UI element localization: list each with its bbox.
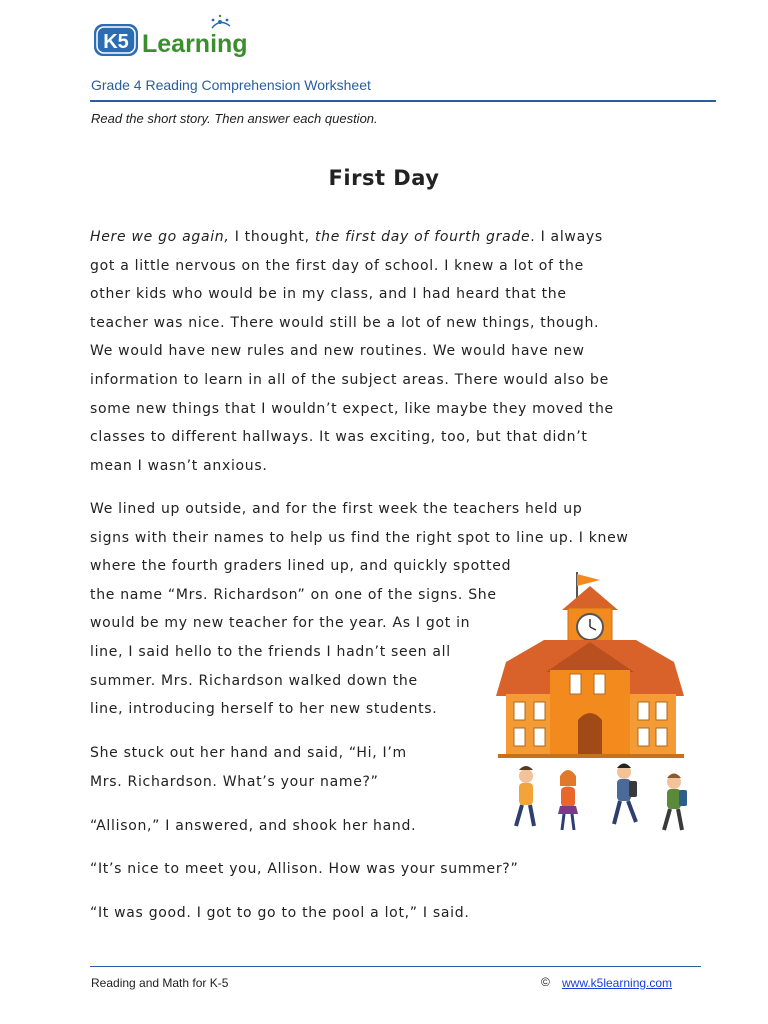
story-paragraph-4 xyxy=(90,812,416,841)
student-figure-3 xyxy=(614,764,637,825)
story-text: I thought, xyxy=(229,229,315,245)
school-door xyxy=(578,713,602,756)
logo-sparkle-icon xyxy=(212,15,230,28)
k5learning-website-link[interactable]: www.k5learning.com xyxy=(562,976,673,990)
story-line: where the fourth graders lined up, and quickly spotted xyxy=(90,558,512,575)
story-line: classes to different hallways. It was exciting, too, but that didn’t xyxy=(90,429,588,446)
footer-divider xyxy=(90,966,701,967)
school-illustration xyxy=(484,570,696,840)
story-line: Mrs. Richardson. What’s your name?” xyxy=(90,773,379,790)
story-line: mean I wasn’t anxious. xyxy=(90,457,268,474)
story-title: First Day xyxy=(328,166,440,190)
student-figure-2 xyxy=(558,770,578,830)
copyright-symbol: © xyxy=(541,975,550,989)
story-italic-thought: Here we go again, xyxy=(90,229,230,245)
student-figure-4 xyxy=(664,774,687,831)
story-line: We lined up outside, and for the first week the teachers held up xyxy=(90,501,583,517)
story-line: “Allison,” I answered, and shook her hand. xyxy=(90,818,417,834)
story-line: summer. Mrs. Richardson walked down the xyxy=(90,672,418,689)
story-line: information to learn in all of the subject areas. There would also be xyxy=(90,371,609,388)
logo-text: Learning xyxy=(142,30,248,58)
worksheet-header-title: Grade 4 Reading Comprehension Worksheet xyxy=(91,77,371,93)
story-line: the name “Mrs. Richardson” on one of the signs. She xyxy=(90,586,497,603)
story-text: . I always xyxy=(530,229,603,245)
story-paragraph-6 xyxy=(90,899,469,928)
story-line: got a little nervous on the first day of school. I knew a lot of the xyxy=(90,257,584,274)
story-line: “It’s nice to meet you, Allison. How was your summer?” xyxy=(90,861,519,877)
story-paragraph-5 xyxy=(90,855,518,884)
logo-k5: K5 xyxy=(103,31,129,53)
story-line: line, I said hello to the friends I hadn’t seen all xyxy=(90,643,451,660)
story-line: line, introducing herself to her new students. xyxy=(90,701,438,718)
story-italic-thought: the first day of fourth grade xyxy=(314,229,531,245)
story-line: She stuck out her hand and said, “Hi, I’m xyxy=(90,745,407,761)
story-line: We would have new rules and new routines. We would have new xyxy=(90,343,585,360)
student-figure-1 xyxy=(516,766,534,826)
story-line: signs with their names to help us find the right spot to line up. I knew xyxy=(90,529,629,546)
worksheet-instructions: Read the short story. Then answer each question. xyxy=(91,111,378,126)
k5-learning-logo xyxy=(92,14,262,62)
story-line: would be my new teacher for the year. As I got in xyxy=(90,615,471,632)
story-line: other kids who would be in my class, and I had heard that the xyxy=(90,286,567,303)
story-paragraph-1 xyxy=(90,223,614,480)
story-line: teacher was nice. There would still be a lot of new things, though. xyxy=(90,314,600,331)
story-line: “It was good. I got to go to the pool a lot,” I said. xyxy=(90,905,470,921)
story-line: some new things that I wouldn’t expect, like maybe they moved the xyxy=(90,400,614,417)
header-divider xyxy=(90,100,716,102)
footer-tagline: Reading and Math for K-5 xyxy=(91,976,229,990)
story-line xyxy=(90,223,614,252)
story-paragraph-3 xyxy=(90,739,407,796)
